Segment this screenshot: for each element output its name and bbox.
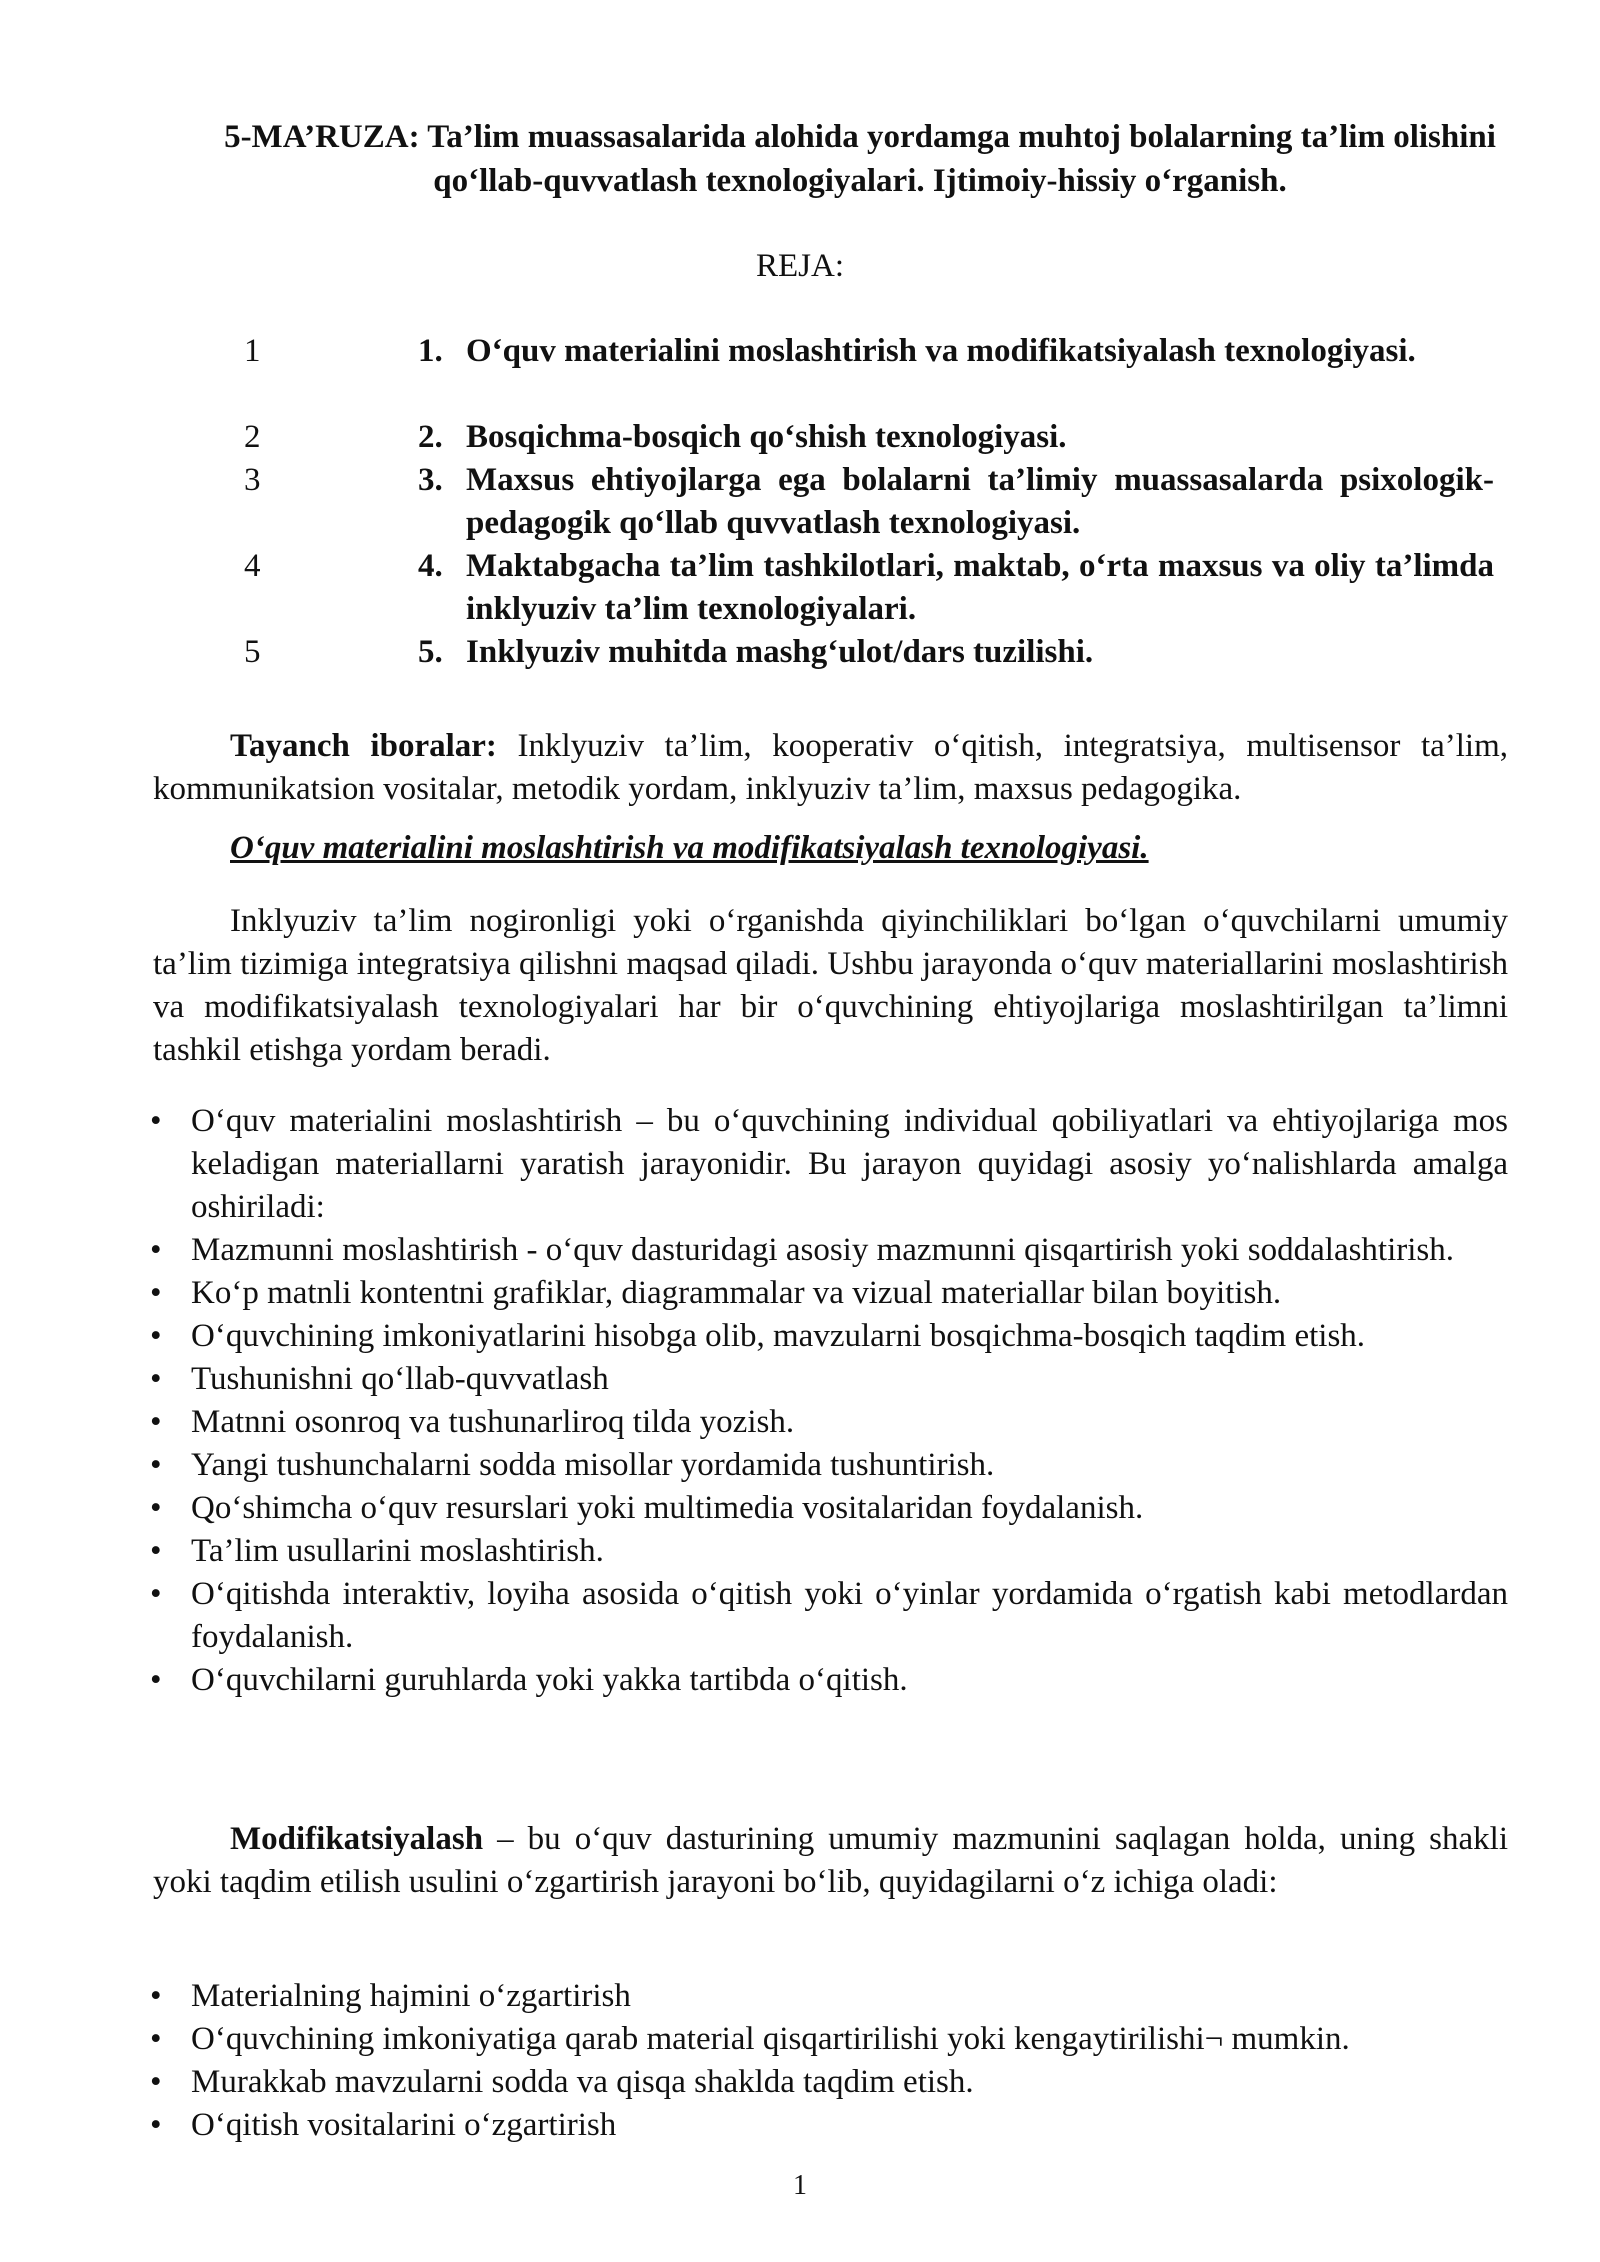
list-item-text: Murakkab mavzularni sodda va qisqa shaklda taqdim etish. bbox=[191, 2064, 974, 2100]
plan-item-text: Bosqichma-bosqich qo‘shish texnologiyasi. bbox=[466, 419, 1067, 455]
list-item-text: O‘qitish vositalarini o‘zgartirish bbox=[191, 2107, 617, 2143]
list-item-text: Yangi tushunchalarni sodda misollar yordamida tushuntirish. bbox=[191, 1447, 995, 1483]
plan-heading: REJA: bbox=[755, 248, 844, 284]
list-item-text: Tushunishni qo‘llab-quvvatlash bbox=[191, 1361, 609, 1397]
list-item bbox=[150, 1358, 1508, 1401]
adaptation-bullet-list bbox=[150, 1100, 1508, 1702]
modification-paragraph bbox=[153, 1818, 1508, 1904]
bullet-icon: • bbox=[150, 1662, 162, 1698]
keywords-label: Tayanch iboralar: bbox=[230, 728, 497, 764]
section-heading: O‘quv materialini moslashtirish va modifikatsiyalash texnologiyasi. bbox=[230, 830, 1149, 866]
plan-item-number: 2 bbox=[244, 419, 261, 455]
list-item bbox=[150, 2061, 1508, 2104]
list-item-text: O‘quvchining imkoniyatiga qarab material qisqartirilishi yoki kengaytirilishi¬ mumkin. bbox=[191, 2021, 1350, 2057]
list-item bbox=[150, 1487, 1508, 1530]
list-item-text: O‘qitishda interaktiv, loyiha asosida o‘qitish yoki o‘yinlar yordamida o‘rgatish kabi metodlardan foydalanish. bbox=[191, 1576, 1508, 1655]
list-item-text: O‘quv materialini moslashtirish – bu o‘quvchining individual qobiliyatlari va ehtiyojlariga mos keladigan materiallarni yaratish jarayonidir. Bu jarayon quyidagi asosiy yo‘nalishlarda amalga oshiriladi: bbox=[191, 1103, 1508, 1225]
bullet-icon: • bbox=[150, 1232, 162, 1268]
bullet-icon: • bbox=[150, 2021, 162, 2057]
bullet-icon: • bbox=[150, 1490, 162, 1526]
bullet-icon: • bbox=[150, 1447, 162, 1483]
plan-item-text: Maxsus ehtiyojlarga ega bolalarni ta’limiy muassasalarda psixologik-pedagogik qo‘llab quvvatlash texnologiyasi. bbox=[466, 462, 1494, 541]
bullet-icon: • bbox=[150, 1576, 162, 1612]
plan-list bbox=[0, 330, 1600, 674]
modification-bullet-list bbox=[150, 1975, 1508, 2147]
list-item bbox=[150, 1573, 1508, 1659]
list-item bbox=[150, 2018, 1508, 2061]
plan-item bbox=[0, 545, 1600, 631]
plan-item-marker: 2. bbox=[418, 419, 443, 455]
plan-item bbox=[0, 416, 1600, 459]
list-item-text: Qo‘shimcha o‘quv resurslari yoki multimedia vositalaridan foydalanish. bbox=[191, 1490, 1144, 1526]
list-item bbox=[150, 1229, 1508, 1272]
plan-item-number: 3 bbox=[244, 462, 261, 498]
plan-item-marker: 3. bbox=[418, 462, 443, 498]
bullet-icon: • bbox=[150, 1318, 162, 1354]
list-item bbox=[150, 1315, 1508, 1358]
bullet-icon: • bbox=[150, 1978, 162, 2014]
list-item-text: Materialning hajmini o‘zgartirish bbox=[191, 1978, 631, 2014]
list-item bbox=[150, 1975, 1508, 2018]
plan-item-marker: 4. bbox=[418, 548, 443, 584]
list-item bbox=[150, 1444, 1508, 1487]
plan-item bbox=[0, 631, 1600, 674]
keywords-paragraph bbox=[153, 725, 1508, 811]
list-item-text: Matnni osonroq va tushunarliroq tilda yozish. bbox=[191, 1404, 795, 1440]
plan-item-text: Inklyuziv muhitda mashg‘ulot/dars tuzilishi. bbox=[466, 634, 1094, 670]
page-number: 1 bbox=[793, 2170, 807, 2201]
modification-label: Modifikatsiyalash bbox=[230, 1821, 484, 1857]
modification-text: – bu o‘quv dasturining umumiy mazmunini saqlagan holda, uning shakli yoki taqdim etilish usulini o‘zgartirish jarayoni bo‘lib, quyidagilarni o‘z ichiga oladi: bbox=[153, 1821, 1508, 1900]
list-item-text: Mazmunni moslashtirish - o‘quv dasturidagi asosiy mazmunni qisqartirish yoki soddalashtirish. bbox=[191, 1232, 1455, 1268]
list-item bbox=[150, 1530, 1508, 1573]
plan-item-text: O‘quv materialini moslashtirish va modifikatsiyalash texnologiyasi. bbox=[466, 333, 1416, 369]
bullet-icon: • bbox=[150, 2107, 162, 2143]
bullet-icon: • bbox=[150, 1533, 162, 1569]
plan-item bbox=[0, 459, 1600, 545]
list-item-text: Ko‘p matnli kontentni grafiklar, diagrammalar va vizual materiallar bilan boyitish. bbox=[191, 1275, 1282, 1311]
plan-item-marker: 5. bbox=[418, 634, 443, 670]
list-item bbox=[150, 1100, 1508, 1229]
list-item-text: O‘quvchilarni guruhlarda yoki yakka tartibda o‘qitish. bbox=[191, 1662, 908, 1698]
list-item bbox=[150, 1401, 1508, 1444]
list-item-text: Ta’lim usullarini moslashtirish. bbox=[191, 1533, 604, 1569]
plan-item-marker: 1. bbox=[418, 333, 443, 369]
bullet-icon: • bbox=[150, 2064, 162, 2100]
intro-paragraph: Inklyuziv ta’lim nogironligi yoki o‘rganishda qiyinchiliklari bo‘lgan o‘quvchilarni umumiy ta’lim tizimiga integratsiya qilishni maqsad qiladi. Ushbu jarayonda o‘quv materiallarini moslashtirish va modifikatsiyalash texnologiyalari har bir o‘quvchining ehtiyojlariga moslashtirilgan ta’limni tashkil etishga yordam beradi. bbox=[153, 903, 1508, 1068]
bullet-icon: • bbox=[150, 1361, 162, 1397]
list-item bbox=[150, 2104, 1508, 2147]
plan-item-text: Maktabgacha ta’lim tashkilotlari, maktab, o‘rta maxsus va oliy ta’limda inklyuziv ta’lim texnologiyalari. bbox=[466, 548, 1494, 627]
lecture-title: 5-MA’RUZA: Ta’lim muassasalarida alohida yordamga muhtoj bolalarning ta’lim olishini qo‘llab-quvvatlash texnologiyalari. Ijtimoiy-hissiy o‘rganish. bbox=[224, 119, 1496, 199]
list-item bbox=[150, 1272, 1508, 1315]
list-item bbox=[150, 1659, 1508, 1702]
list-item-text: O‘quvchining imkoniyatlarini hisobga olib, mavzularni bosqichma-bosqich taqdim etish. bbox=[191, 1318, 1366, 1354]
bullet-icon: • bbox=[150, 1275, 162, 1311]
bullet-icon: • bbox=[150, 1404, 162, 1440]
plan-item-number: 4 bbox=[244, 548, 261, 584]
plan-item-number: 1 bbox=[244, 333, 261, 369]
bullet-icon: • bbox=[150, 1103, 162, 1139]
keywords-text: Inklyuziv ta’lim, kooperativ o‘qitish, integratsiya, multisensor ta’lim, kommunikatsion vositalar, metodik yordam, inklyuziv ta’lim, maxsus pedagogika. bbox=[153, 728, 1508, 807]
plan-item bbox=[0, 330, 1600, 416]
plan-item-number: 5 bbox=[244, 634, 261, 670]
